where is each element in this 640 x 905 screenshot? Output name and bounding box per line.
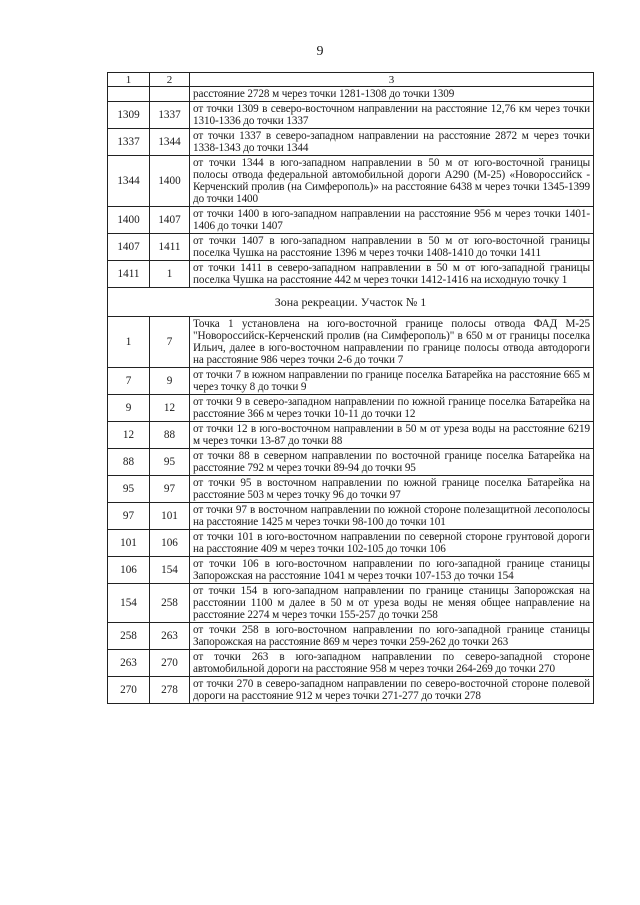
point-to-cell: 101 [150,503,190,530]
point-from-cell: 1309 [108,102,150,129]
column-header-to: 2 [150,73,190,87]
description-cell: от точки 270 в северо-западном направлении по северо-восточной стороне полевой дороги на расстояние 912 м через точки 271-277 до точки 278 [190,677,594,704]
table-row [108,395,594,422]
point-to-cell: 1400 [150,156,190,207]
point-from-cell: 1407 [108,234,150,261]
section-title: Зона рекреации. Участок № 1 [108,288,594,317]
point-to-cell: 278 [150,677,190,704]
description-cell: от точки 1407 в юго-западном направлении в 50 м от юго-восточной границы поселка Чушка на расстояние 1396 м через точки 1408-1410 до точки 1411 [190,234,594,261]
description-cell: от точки 1400 в юго-западном направлении на расстояние 956 м через точки 1401-1406 до точки 1407 [190,207,594,234]
point-to-cell: 106 [150,530,190,557]
point-to-cell: 1411 [150,234,190,261]
description-cell: от точки 154 в юго-западном направлении по границе станицы Запорожская на расстоянии 1100 м далее в 50 м от уреза воды не меняя общее направление на расстояние 2274 м через точки 155-257 до точки 258 [190,584,594,623]
boundary-table [107,72,594,704]
table-row [108,261,594,288]
section-row [108,288,594,317]
description-cell: от точки 1337 в северо-западном направлении на расстояние 2872 м через точки 1338-1343 до точки 1344 [190,129,594,156]
point-to-cell: 1407 [150,207,190,234]
point-to-cell: 88 [150,422,190,449]
description-cell: расстояние 2728 м через точки 1281-1308 до точки 1309 [190,87,594,102]
table-row [108,449,594,476]
point-from-cell: 1411 [108,261,150,288]
column-header-description: 3 [190,73,594,87]
point-to-cell [150,87,190,102]
point-from-cell [108,87,150,102]
description-cell: от точки 88 в северном направлении по восточной границе поселка Батарейка на расстояние 792 м через точки 89-94 до точки 95 [190,449,594,476]
table-row [108,129,594,156]
description-cell: от точки 101 в юго-восточном направлении по северной стороне грунтовой дороги на расстояние 409 м через точки 102-105 до точки 106 [190,530,594,557]
point-from-cell: 258 [108,623,150,650]
point-from-cell: 270 [108,677,150,704]
description-cell: от точки 7 в южном направлении по границе поселка Батарейка на расстояние 665 м через точку 8 до точки 9 [190,368,594,395]
point-from-cell: 88 [108,449,150,476]
table-row [108,677,594,704]
table-row [108,530,594,557]
description-cell: от точки 97 в восточном направлении по южной стороне полезащитной лесополосы на расстояние 1425 м через точки 98-100 до точки 101 [190,503,594,530]
table-row [108,476,594,503]
point-to-cell: 12 [150,395,190,422]
table-row [108,584,594,623]
table-row [108,557,594,584]
table-row [108,650,594,677]
point-from-cell: 154 [108,584,150,623]
point-to-cell: 97 [150,476,190,503]
point-from-cell: 1400 [108,207,150,234]
table-row [108,156,594,207]
point-to-cell: 258 [150,584,190,623]
description-cell: от точки 1344 в юго-западном направлении в 50 м от юго-восточной границы полосы отвода федеральной автомобильной дороги А290 (М-25) «Новороссийск - Керченский пролив (на Симферополь)» на расстояние 6438 м через точки 1345-1399 до точки 1400 [190,156,594,207]
point-from-cell: 101 [108,530,150,557]
point-from-cell: 97 [108,503,150,530]
description-cell: от точки 106 в юго-восточном направлении по юго-западной границе станицы Запорожская на расстояние 1041 м через точки 107-153 до точки 154 [190,557,594,584]
point-from-cell: 12 [108,422,150,449]
point-from-cell: 95 [108,476,150,503]
description-cell: от точки 95 в восточном направлении по южной границе поселка Батарейка на расстояние 503 м через точку 96 до точки 97 [190,476,594,503]
table-row [108,623,594,650]
point-from-cell: 106 [108,557,150,584]
description-cell: Точка 1 установлена на юго-восточной границе полосы отвода ФАД М-25 "Новороссийск-Керченский пролив (на Симферополь)" в 650 м от границы поселка Ильич, далее в юго-восточном направлении по границе полосы отвода автодороги на расстояние 986 через точки 2-6 до точки 7 [190,317,594,368]
point-from-cell: 263 [108,650,150,677]
point-to-cell: 1337 [150,102,190,129]
point-from-cell: 1 [108,317,150,368]
table-row [108,422,594,449]
point-to-cell: 95 [150,449,190,476]
point-to-cell: 1344 [150,129,190,156]
description-cell: от точки 9 в северо-западном направлении по южной границе поселка Батарейка на расстояние 366 м через точки 10-11 до точки 12 [190,395,594,422]
point-from-cell: 9 [108,395,150,422]
table-row [108,317,594,368]
description-cell: от точки 1411 в северо-западном направлении в 50 м от юго-западной границы поселка Чушка на расстояние 442 м через точки 1412-1416 на исходную точку 1 [190,261,594,288]
point-to-cell: 9 [150,368,190,395]
column-header-from: 1 [108,73,150,87]
point-to-cell: 154 [150,557,190,584]
table-row [108,503,594,530]
point-to-cell: 270 [150,650,190,677]
point-from-cell: 1344 [108,156,150,207]
table-row [108,207,594,234]
point-from-cell: 7 [108,368,150,395]
point-to-cell: 1 [150,261,190,288]
table-row [108,234,594,261]
table-row [108,102,594,129]
table-row [108,368,594,395]
point-from-cell: 1337 [108,129,150,156]
description-cell: от точки 1309 в северо-восточном направлении на расстояние 12,76 км через точки 1310-1336 до точки 1337 [190,102,594,129]
description-cell: от точки 258 в юго-восточном направлении по юго-западной границе станицы Запорожская на расстояние 869 м через точки 259-262 до точки 263 [190,623,594,650]
description-cell: от точки 263 в юго-западном направлении по северо-западной стороне автомобильной дороги на расстояние 958 м через точки 264-269 до точки 270 [190,650,594,677]
table-header-row [108,73,594,87]
point-to-cell: 263 [150,623,190,650]
description-cell: от точки 12 в юго-восточном направлении в 50 м от уреза воды на расстояние 6219 м через точки 13-87 до точки 88 [190,422,594,449]
table-row [108,87,594,102]
point-to-cell: 7 [150,317,190,368]
page-number: 9 [316,44,324,59]
